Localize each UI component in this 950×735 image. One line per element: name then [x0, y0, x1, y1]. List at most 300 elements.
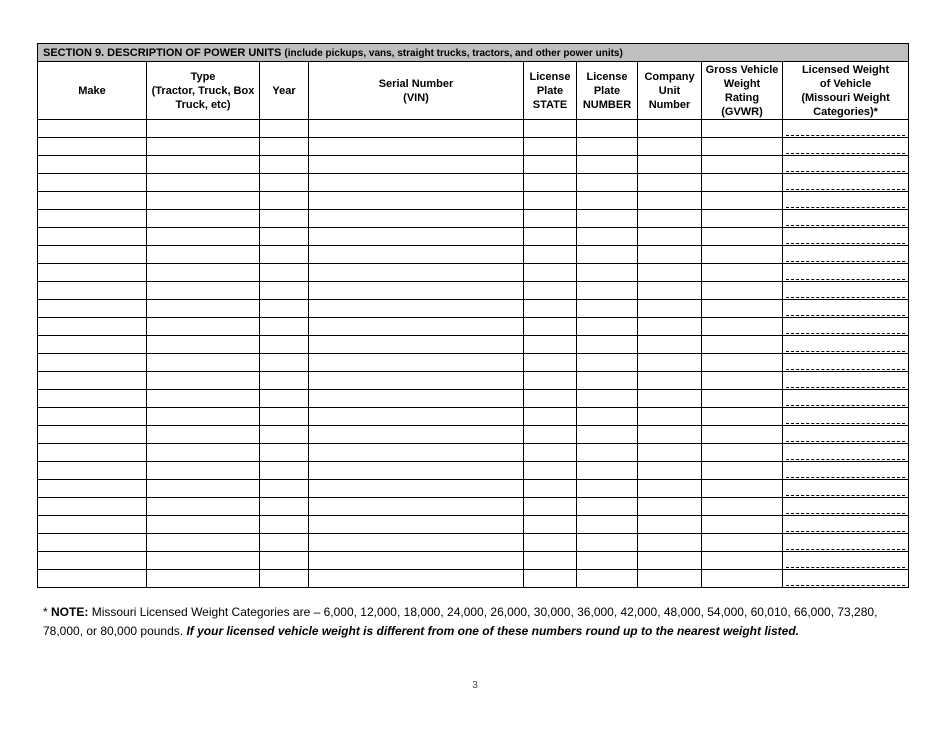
weight-categories-note	[43, 603, 893, 641]
cell-company-unit-number[interactable]	[638, 174, 702, 192]
cell-year[interactable]	[260, 210, 309, 228]
column-header-serial-number-vin: Serial Number (VIN)	[309, 62, 524, 120]
cell-serial-number-vin[interactable]	[309, 498, 524, 516]
cell-license-plate-number[interactable]	[577, 534, 638, 552]
dashed-entry-line	[786, 369, 905, 370]
cell-license-plate-state[interactable]	[524, 210, 577, 228]
cell-serial-number-vin[interactable]	[309, 390, 524, 408]
cell-license-plate-state[interactable]	[524, 318, 577, 336]
cell-company-unit-number[interactable]	[638, 408, 702, 426]
cell-make[interactable]	[38, 210, 147, 228]
cell-gvwr[interactable]	[702, 282, 783, 300]
cell-licensed-weight[interactable]	[783, 552, 909, 570]
cell-gvwr[interactable]	[702, 210, 783, 228]
table-row	[38, 408, 909, 426]
cell-serial-number-vin[interactable]	[309, 516, 524, 534]
cell-year[interactable]	[260, 282, 309, 300]
cell-year[interactable]	[260, 228, 309, 246]
cell-make[interactable]	[38, 372, 147, 390]
cell-gvwr[interactable]	[702, 570, 783, 588]
cell-licensed-weight[interactable]	[783, 570, 909, 588]
cell-gvwr[interactable]	[702, 426, 783, 444]
cell-serial-number-vin[interactable]	[309, 534, 524, 552]
note-text: Missouri Licensed Weight Categories are – 6,000, 12,000, 18,000, 24,000, 26,000, 30,000, 36,000, 42,000, 48,000, 54,000, 60,010, 66,000, 73,280, 78,000, or 80,000 pounds.	[43, 605, 878, 638]
section-header-row	[38, 44, 909, 62]
cell-licensed-weight[interactable]	[783, 192, 909, 210]
cell-type[interactable]	[147, 552, 260, 570]
cell-gvwr[interactable]	[702, 408, 783, 426]
cell-company-unit-number[interactable]	[638, 318, 702, 336]
cell-license-plate-number[interactable]	[577, 408, 638, 426]
cell-type[interactable]	[147, 354, 260, 372]
cell-license-plate-state[interactable]	[524, 174, 577, 192]
cell-license-plate-number[interactable]	[577, 372, 638, 390]
table-row	[38, 498, 909, 516]
cell-license-plate-number[interactable]	[577, 138, 638, 156]
cell-type[interactable]	[147, 570, 260, 588]
dashed-entry-line	[786, 531, 905, 532]
cell-licensed-weight[interactable]	[783, 264, 909, 282]
cell-year[interactable]	[260, 462, 309, 480]
cell-type[interactable]	[147, 282, 260, 300]
cell-make[interactable]	[38, 120, 147, 138]
table-body	[38, 120, 909, 588]
table-row	[38, 390, 909, 408]
table-row	[38, 210, 909, 228]
cell-year[interactable]	[260, 372, 309, 390]
cell-serial-number-vin[interactable]	[309, 318, 524, 336]
dashed-entry-line	[786, 315, 905, 316]
cell-year[interactable]	[260, 354, 309, 372]
cell-license-plate-number[interactable]	[577, 516, 638, 534]
cell-year[interactable]	[260, 192, 309, 210]
cell-year[interactable]	[260, 156, 309, 174]
cell-license-plate-number[interactable]	[577, 192, 638, 210]
cell-gvwr[interactable]	[702, 516, 783, 534]
cell-year[interactable]	[260, 444, 309, 462]
cell-type[interactable]	[147, 480, 260, 498]
cell-gvwr[interactable]	[702, 300, 783, 318]
cell-license-plate-state[interactable]	[524, 372, 577, 390]
cell-license-plate-number[interactable]	[577, 354, 638, 372]
cell-make[interactable]	[38, 480, 147, 498]
cell-licensed-weight[interactable]	[783, 534, 909, 552]
cell-year[interactable]	[260, 516, 309, 534]
cell-serial-number-vin[interactable]	[309, 426, 524, 444]
dashed-entry-line	[786, 441, 905, 442]
cell-licensed-weight[interactable]	[783, 336, 909, 354]
table-row	[38, 480, 909, 498]
dashed-entry-line	[786, 243, 905, 244]
cell-license-plate-state[interactable]	[524, 426, 577, 444]
cell-serial-number-vin[interactable]	[309, 354, 524, 372]
cell-license-plate-state[interactable]	[524, 138, 577, 156]
table-row	[38, 426, 909, 444]
cell-company-unit-number[interactable]	[638, 264, 702, 282]
cell-company-unit-number[interactable]	[638, 552, 702, 570]
note-emphasis: If your licensed vehicle weight is different from one of these numbers round up to the nearest weight listed.	[186, 624, 799, 638]
cell-company-unit-number[interactable]	[638, 300, 702, 318]
cell-licensed-weight[interactable]	[783, 174, 909, 192]
cell-make[interactable]	[38, 318, 147, 336]
cell-gvwr[interactable]	[702, 534, 783, 552]
cell-company-unit-number[interactable]	[638, 138, 702, 156]
table-row	[38, 552, 909, 570]
cell-make[interactable]	[38, 138, 147, 156]
table-row	[38, 570, 909, 588]
cell-type[interactable]	[147, 300, 260, 318]
column-header-make: Make	[38, 62, 147, 120]
dashed-entry-line	[786, 459, 905, 460]
cell-year[interactable]	[260, 390, 309, 408]
cell-type[interactable]	[147, 156, 260, 174]
column-header-licensed-weight: Licensed Weight of Vehicle (Missouri Weight Categories)*	[783, 62, 909, 120]
cell-serial-number-vin[interactable]	[309, 246, 524, 264]
cell-license-plate-number[interactable]	[577, 246, 638, 264]
dashed-entry-line	[786, 477, 905, 478]
cell-license-plate-state[interactable]	[524, 264, 577, 282]
cell-license-plate-number[interactable]	[577, 498, 638, 516]
cell-make[interactable]	[38, 354, 147, 372]
cell-company-unit-number[interactable]	[638, 390, 702, 408]
cell-company-unit-number[interactable]	[638, 534, 702, 552]
cell-licensed-weight[interactable]	[783, 156, 909, 174]
cell-license-plate-number[interactable]	[577, 228, 638, 246]
cell-make[interactable]	[38, 516, 147, 534]
dashed-entry-line	[786, 225, 905, 226]
table-row	[38, 300, 909, 318]
table-row	[38, 156, 909, 174]
cell-gvwr[interactable]	[702, 444, 783, 462]
cell-type[interactable]	[147, 408, 260, 426]
cell-company-unit-number[interactable]	[638, 336, 702, 354]
cell-make[interactable]	[38, 498, 147, 516]
cell-type[interactable]	[147, 120, 260, 138]
cell-serial-number-vin[interactable]	[309, 552, 524, 570]
cell-make[interactable]	[38, 336, 147, 354]
cell-company-unit-number[interactable]	[638, 426, 702, 444]
cell-license-plate-number[interactable]	[577, 462, 638, 480]
dashed-entry-line	[786, 297, 905, 298]
cell-serial-number-vin[interactable]	[309, 444, 524, 462]
column-header-year: Year	[260, 62, 309, 120]
cell-serial-number-vin[interactable]	[309, 300, 524, 318]
cell-serial-number-vin[interactable]	[309, 120, 524, 138]
cell-serial-number-vin[interactable]	[309, 336, 524, 354]
cell-make[interactable]	[38, 408, 147, 426]
cell-company-unit-number[interactable]	[638, 246, 702, 264]
cell-license-plate-state[interactable]	[524, 246, 577, 264]
cell-license-plate-state[interactable]	[524, 570, 577, 588]
cell-company-unit-number[interactable]	[638, 480, 702, 498]
cell-licensed-weight[interactable]	[783, 210, 909, 228]
cell-licensed-weight[interactable]	[783, 498, 909, 516]
cell-license-plate-number[interactable]	[577, 570, 638, 588]
section-title-cell	[38, 44, 909, 62]
cell-serial-number-vin[interactable]	[309, 156, 524, 174]
cell-type[interactable]	[147, 246, 260, 264]
column-header-gvwr: Gross Vehicle Weight Rating (GVWR)	[702, 62, 783, 120]
dashed-entry-line	[786, 567, 905, 568]
cell-year[interactable]	[260, 534, 309, 552]
cell-make[interactable]	[38, 264, 147, 282]
cell-year[interactable]	[260, 264, 309, 282]
cell-company-unit-number[interactable]	[638, 228, 702, 246]
cell-year[interactable]	[260, 552, 309, 570]
cell-company-unit-number[interactable]	[638, 570, 702, 588]
cell-make[interactable]	[38, 534, 147, 552]
table-row	[38, 138, 909, 156]
column-header-row	[38, 62, 909, 120]
cell-type[interactable]	[147, 228, 260, 246]
cell-gvwr[interactable]	[702, 390, 783, 408]
cell-gvwr[interactable]	[702, 336, 783, 354]
cell-make[interactable]	[38, 570, 147, 588]
cell-serial-number-vin[interactable]	[309, 264, 524, 282]
cell-serial-number-vin[interactable]	[309, 192, 524, 210]
cell-serial-number-vin[interactable]	[309, 138, 524, 156]
dashed-entry-line	[786, 135, 905, 136]
power-units-table	[37, 43, 909, 588]
cell-license-plate-state[interactable]	[524, 408, 577, 426]
cell-gvwr[interactable]	[702, 552, 783, 570]
dashed-entry-line	[786, 171, 905, 172]
cell-licensed-weight[interactable]	[783, 372, 909, 390]
cell-license-plate-state[interactable]	[524, 300, 577, 318]
cell-type[interactable]	[147, 336, 260, 354]
cell-year[interactable]	[260, 246, 309, 264]
cell-license-plate-state[interactable]	[524, 354, 577, 372]
cell-company-unit-number[interactable]	[638, 444, 702, 462]
cell-license-plate-state[interactable]	[524, 552, 577, 570]
column-header-license-plate-number: License Plate NUMBER	[577, 62, 638, 120]
cell-company-unit-number[interactable]	[638, 516, 702, 534]
cell-year[interactable]	[260, 498, 309, 516]
cell-type[interactable]	[147, 372, 260, 390]
cell-make[interactable]	[38, 246, 147, 264]
cell-serial-number-vin[interactable]	[309, 408, 524, 426]
cell-company-unit-number[interactable]	[638, 156, 702, 174]
cell-year[interactable]	[260, 318, 309, 336]
cell-serial-number-vin[interactable]	[309, 480, 524, 498]
table-row	[38, 318, 909, 336]
cell-licensed-weight[interactable]	[783, 426, 909, 444]
cell-licensed-weight[interactable]	[783, 480, 909, 498]
cell-licensed-weight[interactable]	[783, 246, 909, 264]
dashed-entry-line	[786, 153, 905, 154]
cell-company-unit-number[interactable]	[638, 192, 702, 210]
cell-gvwr[interactable]	[702, 174, 783, 192]
cell-year[interactable]	[260, 480, 309, 498]
cell-gvwr[interactable]	[702, 192, 783, 210]
cell-licensed-weight[interactable]	[783, 462, 909, 480]
cell-license-plate-number[interactable]	[577, 444, 638, 462]
table-row	[38, 174, 909, 192]
cell-make[interactable]	[38, 390, 147, 408]
cell-license-plate-number[interactable]	[577, 156, 638, 174]
cell-company-unit-number[interactable]	[638, 372, 702, 390]
cell-gvwr[interactable]	[702, 498, 783, 516]
cell-make[interactable]	[38, 444, 147, 462]
cell-license-plate-state[interactable]	[524, 120, 577, 138]
cell-license-plate-state[interactable]	[524, 192, 577, 210]
cell-license-plate-number[interactable]	[577, 552, 638, 570]
cell-serial-number-vin[interactable]	[309, 228, 524, 246]
cell-company-unit-number[interactable]	[638, 498, 702, 516]
table-row	[38, 336, 909, 354]
note-asterisk: *	[43, 605, 52, 619]
cell-gvwr[interactable]	[702, 156, 783, 174]
cell-license-plate-state[interactable]	[524, 516, 577, 534]
cell-license-plate-state[interactable]	[524, 444, 577, 462]
table-row	[38, 516, 909, 534]
dashed-entry-line	[786, 333, 905, 334]
cell-licensed-weight[interactable]	[783, 390, 909, 408]
cell-make[interactable]	[38, 426, 147, 444]
dashed-entry-line	[786, 405, 905, 406]
cell-type[interactable]	[147, 138, 260, 156]
cell-gvwr[interactable]	[702, 228, 783, 246]
cell-license-plate-number[interactable]	[577, 390, 638, 408]
table-row	[38, 534, 909, 552]
cell-license-plate-state[interactable]	[524, 282, 577, 300]
cell-license-plate-number[interactable]	[577, 120, 638, 138]
section-title: SECTION 9. DESCRIPTION OF POWER UNITS	[43, 46, 282, 59]
cell-type[interactable]	[147, 390, 260, 408]
cell-licensed-weight[interactable]	[783, 228, 909, 246]
table-row	[38, 444, 909, 462]
cell-licensed-weight[interactable]	[783, 444, 909, 462]
cell-year[interactable]	[260, 174, 309, 192]
cell-type[interactable]	[147, 174, 260, 192]
cell-make[interactable]	[38, 192, 147, 210]
cell-year[interactable]	[260, 336, 309, 354]
cell-type[interactable]	[147, 210, 260, 228]
cell-license-plate-state[interactable]	[524, 156, 577, 174]
cell-serial-number-vin[interactable]	[309, 570, 524, 588]
dashed-entry-line	[786, 261, 905, 262]
table-row	[38, 192, 909, 210]
dashed-entry-line	[786, 585, 905, 586]
cell-type[interactable]	[147, 192, 260, 210]
cell-gvwr[interactable]	[702, 372, 783, 390]
dashed-entry-line	[786, 513, 905, 514]
cell-licensed-weight[interactable]	[783, 138, 909, 156]
dashed-entry-line	[786, 351, 905, 352]
cell-year[interactable]	[260, 426, 309, 444]
cell-license-plate-state[interactable]	[524, 480, 577, 498]
table-row	[38, 354, 909, 372]
cell-type[interactable]	[147, 462, 260, 480]
cell-licensed-weight[interactable]	[783, 300, 909, 318]
cell-make[interactable]	[38, 156, 147, 174]
cell-type[interactable]	[147, 498, 260, 516]
cell-serial-number-vin[interactable]	[309, 282, 524, 300]
cell-license-plate-number[interactable]	[577, 426, 638, 444]
cell-company-unit-number[interactable]	[638, 462, 702, 480]
cell-type[interactable]	[147, 264, 260, 282]
cell-gvwr[interactable]	[702, 480, 783, 498]
table-row	[38, 372, 909, 390]
table-row	[38, 120, 909, 138]
cell-type[interactable]	[147, 534, 260, 552]
cell-gvwr[interactable]	[702, 318, 783, 336]
cell-license-plate-number[interactable]	[577, 318, 638, 336]
cell-gvwr[interactable]	[702, 264, 783, 282]
cell-company-unit-number[interactable]	[638, 120, 702, 138]
cell-licensed-weight[interactable]	[783, 120, 909, 138]
cell-licensed-weight[interactable]	[783, 318, 909, 336]
cell-license-plate-number[interactable]	[577, 300, 638, 318]
cell-type[interactable]	[147, 516, 260, 534]
section-subtitle: (include pickups, vans, straight trucks, tractors, and other power units)	[284, 47, 623, 59]
page-number: 3	[472, 680, 478, 691]
cell-license-plate-number[interactable]	[577, 336, 638, 354]
cell-company-unit-number[interactable]	[638, 210, 702, 228]
cell-gvwr[interactable]	[702, 138, 783, 156]
cell-license-plate-state[interactable]	[524, 390, 577, 408]
cell-year[interactable]	[260, 300, 309, 318]
column-header-type: Type (Tractor, Truck, Box Truck, etc)	[147, 62, 260, 120]
cell-license-plate-number[interactable]	[577, 210, 638, 228]
cell-make[interactable]	[38, 174, 147, 192]
dashed-entry-line	[786, 207, 905, 208]
cell-serial-number-vin[interactable]	[309, 462, 524, 480]
cell-make[interactable]	[38, 300, 147, 318]
cell-license-plate-state[interactable]	[524, 462, 577, 480]
cell-gvwr[interactable]	[702, 462, 783, 480]
cell-year[interactable]	[260, 408, 309, 426]
dashed-entry-line	[786, 495, 905, 496]
cell-license-plate-state[interactable]	[524, 228, 577, 246]
cell-gvwr[interactable]	[702, 246, 783, 264]
cell-gvwr[interactable]	[702, 354, 783, 372]
cell-licensed-weight[interactable]	[783, 516, 909, 534]
cell-licensed-weight[interactable]	[783, 408, 909, 426]
cell-license-plate-number[interactable]	[577, 264, 638, 282]
cell-licensed-weight[interactable]	[783, 282, 909, 300]
cell-year[interactable]	[260, 570, 309, 588]
column-header-license-plate-state: License Plate STATE	[524, 62, 577, 120]
cell-license-plate-number[interactable]	[577, 282, 638, 300]
cell-gvwr[interactable]	[702, 120, 783, 138]
note-label: NOTE:	[51, 605, 89, 619]
cell-type[interactable]	[147, 318, 260, 336]
cell-serial-number-vin[interactable]	[309, 372, 524, 390]
cell-serial-number-vin[interactable]	[309, 210, 524, 228]
cell-license-plate-number[interactable]	[577, 480, 638, 498]
cell-licensed-weight[interactable]	[783, 354, 909, 372]
cell-type[interactable]	[147, 444, 260, 462]
dashed-entry-line	[786, 423, 905, 424]
cell-year[interactable]	[260, 120, 309, 138]
cell-serial-number-vin[interactable]	[309, 174, 524, 192]
cell-make[interactable]	[38, 462, 147, 480]
cell-year[interactable]	[260, 138, 309, 156]
cell-license-plate-number[interactable]	[577, 174, 638, 192]
cell-license-plate-state[interactable]	[524, 534, 577, 552]
table-row	[38, 282, 909, 300]
cell-company-unit-number[interactable]	[638, 354, 702, 372]
cell-license-plate-state[interactable]	[524, 498, 577, 516]
cell-license-plate-state[interactable]	[524, 336, 577, 354]
cell-make[interactable]	[38, 228, 147, 246]
cell-type[interactable]	[147, 426, 260, 444]
column-header-company-unit-number: Company Unit Number	[638, 62, 702, 120]
cell-make[interactable]	[38, 282, 147, 300]
cell-company-unit-number[interactable]	[638, 282, 702, 300]
cell-make[interactable]	[38, 552, 147, 570]
